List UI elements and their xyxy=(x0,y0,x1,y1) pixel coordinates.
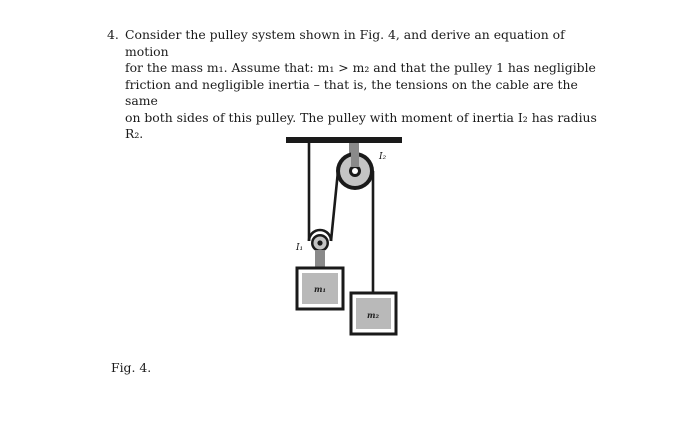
mass1-label: m₁ xyxy=(314,284,326,294)
problem-line: for the mass m₁. Assume that: m₁ > m₂ and that the pulley 1 has negligible xyxy=(125,60,596,75)
pulley1 xyxy=(309,230,331,268)
figure-caption: Fig. 4. xyxy=(111,360,152,375)
problem-line: R₂. xyxy=(125,126,144,141)
problem-line: friction and negligible inertia – that is, the tensions on the cable are the same xyxy=(125,76,578,108)
pulley1-label: I₁ xyxy=(296,243,304,253)
rope-middle xyxy=(331,171,338,241)
problem-number: 4. xyxy=(107,27,119,42)
problem-line: Consider the pulley system shown in Fig. 4, and derive an equation of motion xyxy=(125,27,565,59)
mass2 xyxy=(351,293,396,334)
pulley2-label: I₂ xyxy=(379,152,387,162)
problem-line: on both sides of this pulley. The pulley with moment of inertia I₂ has radius xyxy=(125,109,597,125)
mass2-label: m₂ xyxy=(367,310,379,320)
mass1 xyxy=(297,268,343,309)
ceiling xyxy=(286,137,402,143)
pulley2 xyxy=(336,143,374,190)
